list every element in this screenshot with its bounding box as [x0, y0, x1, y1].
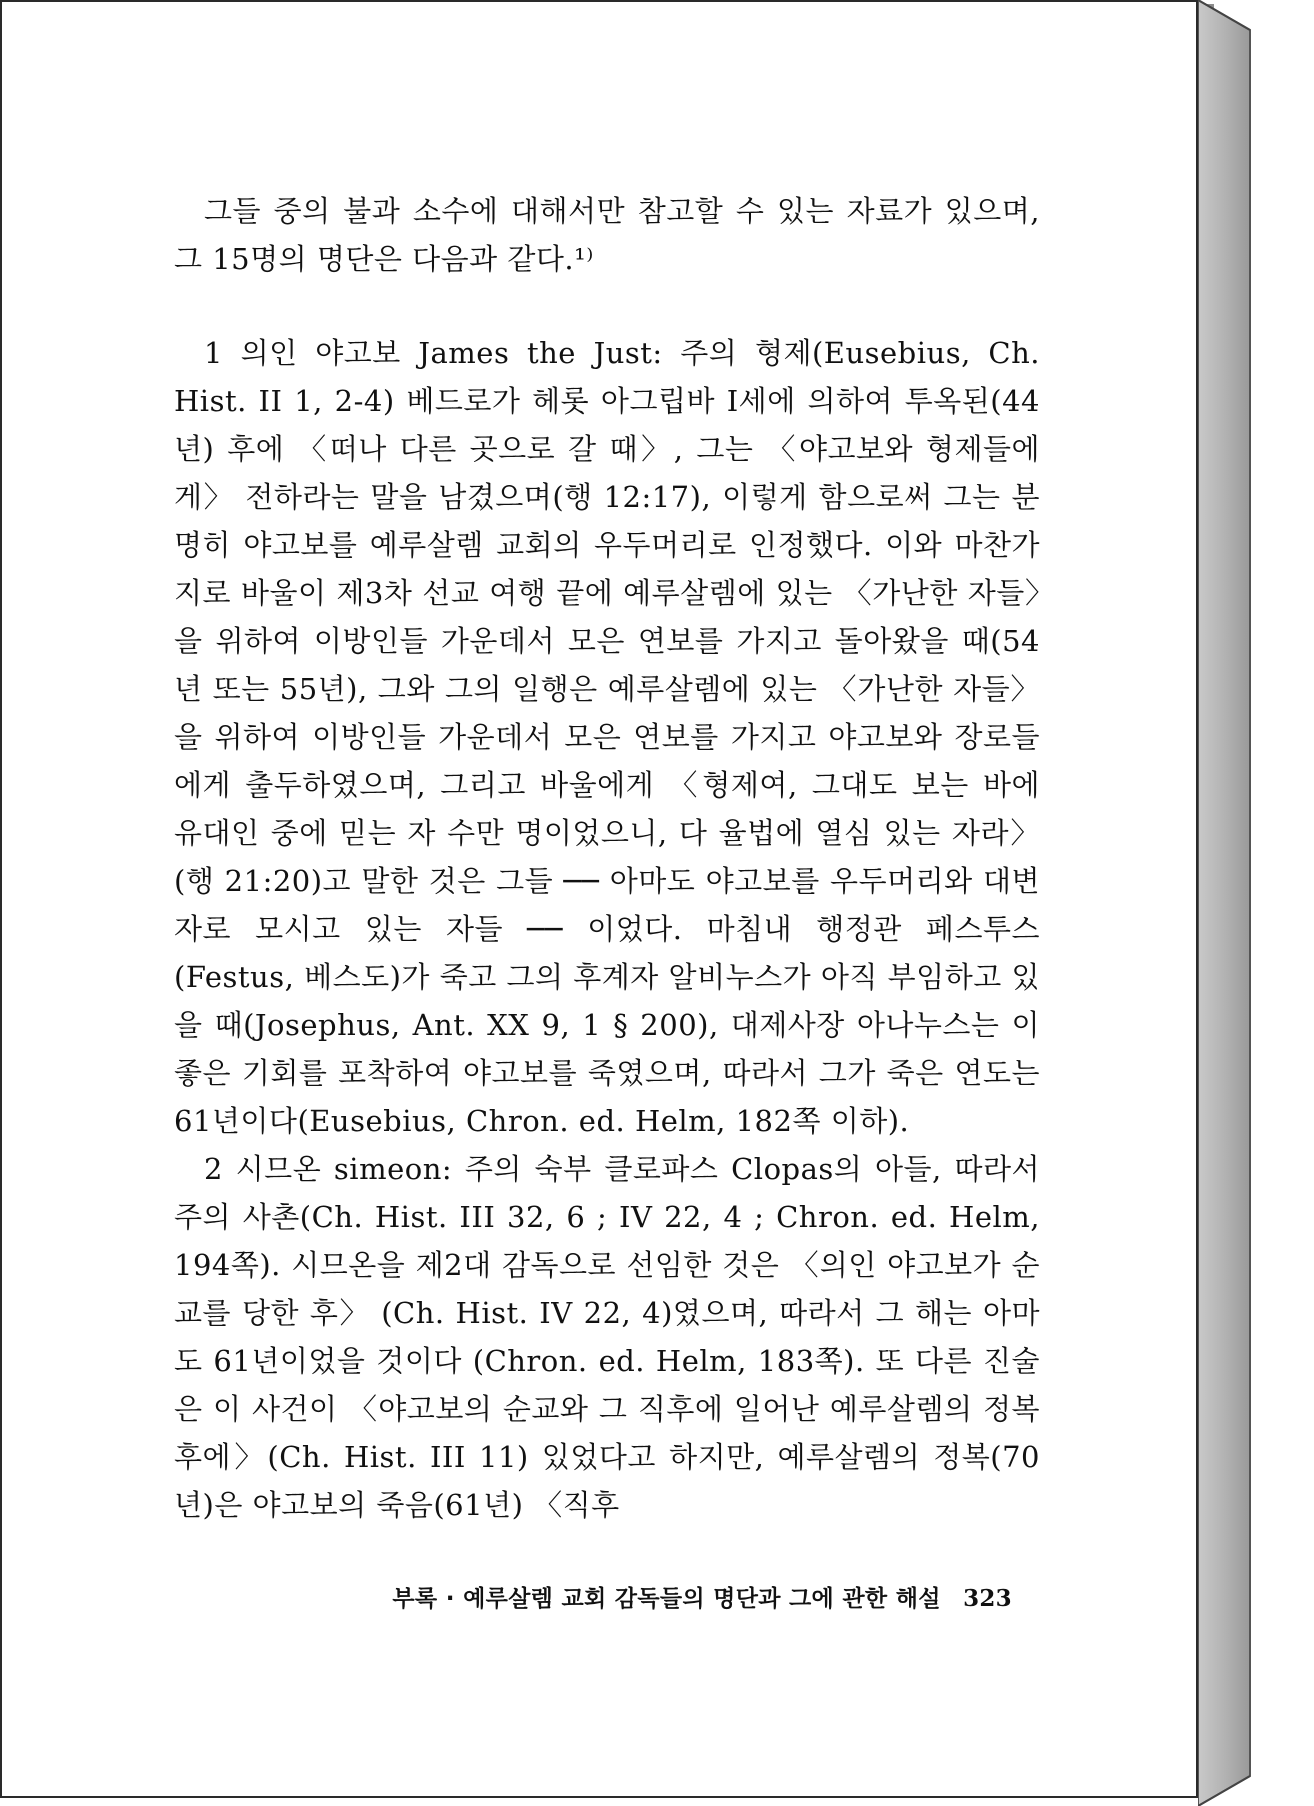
paragraph-james: 1 의인 야고보 James the Just: 주의 형제(Eusebius, Ch. Hist. II 1, 2-4) 베드로가 헤롯 아그립바 I세에 의하여 투옥된(44년) 후에 〈떠나 다른 곳으로 갈 때〉, 그는 〈야고보와 형제들에게〉 전하라는 말을 남겼으며(행 12:17), 이렇게 함으로써 그는 분명히 야고보를 예루살렘 교회의 우두머리로 인정했다. 이와 마찬가지로 바울이 제3차 선교 여행 끝에 예루살렘에 있는 〈가난한 자들〉을 위하여 이방인들 가운데서 모은 연보를 가지고 돌아왔을 때(54년 또는 55년), 그와 그의 일행은 예루살렘에 있는 〈가난한 자들〉을 위하여 이방인들 가운데서 모은 연보를 가지고 야고보와 장로들에게 출두하였으며, 그리고 바울에게 〈형제여, 그대도 보는 바에 유대인 중에 믿는 자 수만 명이었으니, 다 율법에 열심 있는 자라〉(행 21:20)고 말한 것은 그들 ── 아마도 야고보를 우두머리와 대변자로 모시고 있는 자들 ── 이었다. 마침내 행정관 페스투스(Festus, 베스도)가 죽고 그의 후계자 알비누스가 아직 부임하고 있을 때(Josephus, Ant. XX 9, 1 § 200), 대제사장 아나누스는 이 좋은 기회를 포착하여 야고보를 죽였으며, 따라서 그가 죽은 연도는 61년이다(Eusebius, Chron. ed. Helm, 182쪽 이하).: [174, 336, 1040, 1138]
paragraph-simeon: 2 시므온 simeon: 주의 숙부 클로파스 Clopas의 아들, 따라서 주의 사촌(Ch. Hist. III 32, 6 ; IV 22, 4 ; Chron. ed. Helm, 194쪽). 시므온을 제2대 감독으로 선임한 것은 〈의인 야고보가 순교를 당한 후〉 (Ch. Hist. IV 22, 4)였으며, 따라서 그 해는 아마도 61년이었을 것이다 (Chron. ed. Helm, 183쪽). 또 다른 진술은 이 사건이 〈야고보의 순교와 그 직후에 일어난 예루살렘의 정복 후에〉(Ch. Hist. III 11) 있었다고 하지만, 예루살렘의 정복(70년)은 야고보의 죽음(61년) 〈직후: [174, 1152, 1040, 1522]
footer-title: 부록 · 예루살렘 교회 감독들의 명단과 그에 관한 해설: [392, 1586, 941, 1612]
page-number: 323: [963, 1585, 1012, 1612]
paragraph-gap: [174, 283, 1040, 329]
running-footer: [392, 1580, 1012, 1613]
body-text: [174, 187, 1040, 1529]
paragraph-intro: 그들 중의 불과 소수에 대해서만 참고할 수 있는 자료가 있으며, 그 15명의 명단은 다음과 같다.¹⁾: [174, 194, 1040, 276]
